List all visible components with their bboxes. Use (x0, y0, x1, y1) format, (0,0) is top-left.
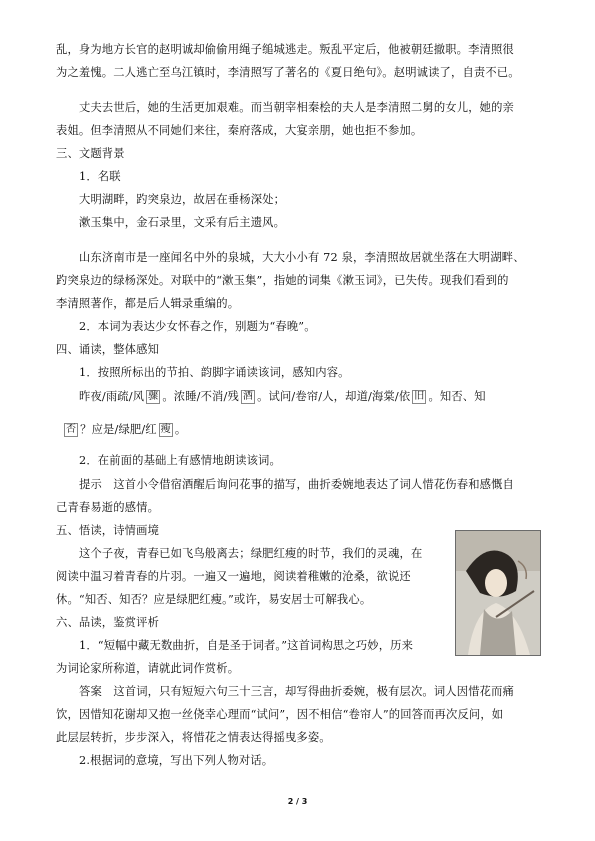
text-line: 1．按照所标出的节拍、韵脚字诵读该词，感知内容。 (79, 366, 350, 379)
text-line: 这个子夜，青春已如飞鸟般离去；绿肥红瘦的时节，我们的灵魂，在 (79, 547, 423, 560)
text-line: 丈夫去世后，她的生活更加艰难。而当朝宰相秦桧的夫人是李清照二舅的女儿，她的亲 (79, 101, 514, 114)
text-line: 答案 这首词，只有短短六句三十三言，却写得曲折委婉，极有层次。词人因惜花而痛 (79, 685, 514, 698)
text-line: 山东济南市是一座闻名中外的泉城，大大小小有 72 泉，李清照故居就坐落在大明湖畔、 (79, 251, 525, 264)
text-line: 李清照著作，都是后人辑录重编的。 (56, 297, 240, 310)
text-line: 此层层转折，步步深入，将惜花之情表达得摇曳多姿。 (56, 731, 331, 744)
section-heading: 三、文题背景 (56, 147, 125, 160)
couplet-line: 漱玉集中，金石录里，文采有后主遗风。 (79, 216, 286, 229)
rhyme-char: 骤 (148, 391, 159, 402)
section-heading: 五、悟读，诗情画境 (56, 524, 160, 537)
text-line: 1．名联 (79, 170, 121, 183)
text-line: 己青春易逝的感情。 (56, 501, 160, 514)
text-line: 饮，因惜知花谢却又抱一丝侥幸心理而“试问”，因不相信“卷帘人”的回答而再次反问，如 (56, 708, 504, 721)
text-line: 提示 这首小令借宿酒醒后询问花事的描写，曲折委婉地表达了词人惜花伤春和感慨自 (79, 478, 514, 491)
rhyme-char: 酒 (242, 391, 254, 402)
rhyme-char: 瘦 (160, 424, 171, 435)
text-line: 2．本词为表达少女怀春之作，别题为“春晚”。 (79, 320, 316, 333)
text-line: 趵突泉边的绿杨深处。对联中的“漱玉集”，指她的词集《漱玉词》，已失传。现我们看到的 (56, 274, 509, 287)
poem-segment: 。浓睡/不消/残 (162, 390, 239, 403)
poem-segment: 。知否、知 (428, 390, 486, 403)
text-line: 乱，身为地方长官的赵明诚却偷偷用绳子缒城逃走。叛乱平定后，他被朝廷撤职。李清照很 (56, 43, 514, 56)
text-line: 阅读中温习着青春的片羽。一遍又一遍地，阅读着稚嫩的沧桑，欲说还 (56, 570, 411, 583)
page-number: 2 / 3 (287, 797, 308, 806)
rhyme-char: 否 (66, 424, 77, 435)
section-heading: 四、诵读，整体感知 (56, 343, 160, 356)
portrait-image (456, 531, 540, 655)
text-line: 2．在前面的基础上有感情地朗读该词。 (79, 454, 281, 467)
poem-segment: ？应是/绿肥/红 (80, 423, 157, 436)
text-line: 休。“知否、知否？应是绿肥红瘦。”或许，易安居士可解我心。 (56, 593, 372, 606)
poem-segment: 。 (174, 423, 187, 436)
text-line: 为词论家所称道，请就此词作赏析。 (56, 662, 240, 675)
poem-line-1 (79, 389, 486, 405)
portrait-illustration (455, 530, 541, 656)
couplet-line: 大明湖畔，趵突泉边，故居在垂杨深处； (79, 193, 286, 206)
text-line: 2.根据词的意境，写出下列人物对话。 (79, 754, 274, 767)
poem-line-2 (62, 422, 186, 438)
rhyme-char: 旧 (414, 391, 425, 402)
text-line: 为之羞愧。二人逃亡至乌江镇时，李清照写了著名的《夏日绝句》。赵明诚读了，自责不已。 (56, 66, 520, 79)
text-line: 表姐。但李清照从不同她们来往，秦府落成，大宴亲朋，她也拒不参加。 (56, 124, 423, 137)
poem-segment: 昨夜/雨疏/风 (79, 390, 145, 403)
section-heading: 六、品读，鉴赏评析 (56, 616, 160, 629)
text-line: 1．“短幅中藏无数曲折，自是圣于词者。”这首词构思之巧妙，历来 (79, 639, 414, 652)
poem-segment: 。试问/卷帘/人，却道/海棠/依 (257, 390, 411, 403)
